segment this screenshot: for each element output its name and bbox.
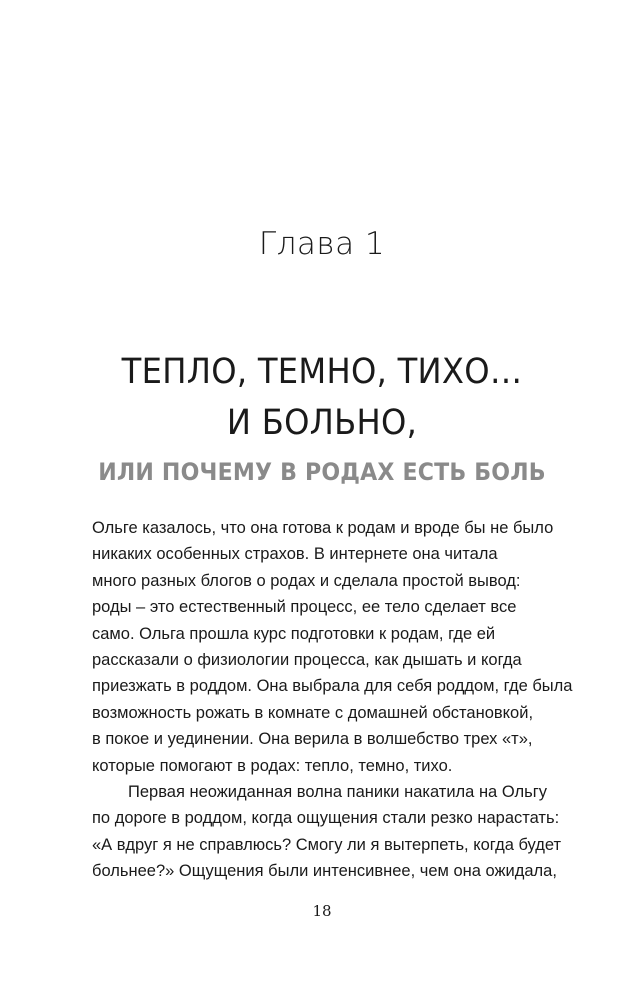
body-line: которые помогают в родах: тепло, темно, тихо.	[92, 756, 453, 775]
body-text	[92, 515, 573, 885]
body-line: приезжать в роддом. Она выбрала для себя роддом, где была	[92, 677, 573, 696]
body-line: Ольге казалось, что она готова к родам и вроде бы не было	[92, 519, 554, 537]
body-line: по дороге в роддом, когда ощущения стали резко нарастать:	[92, 809, 560, 828]
chapter-label: Глава 1	[258, 226, 386, 262]
chapter-subtitle: ИЛИ ПОЧЕМУ В РОДАХ ЕСТЬ БОЛЬ	[98, 458, 546, 486]
chapter-title-line-1: ТЕПЛО, ТЕМНО, ТИХО…	[121, 352, 523, 392]
body-line: роды – это естественный процесс, ее тело сделает все	[92, 598, 517, 617]
body-line: больнее?» Ощущения были интенсивнее, чем она ожидала,	[92, 862, 557, 881]
body-line: никаких особенных страхов. В интернете она читала	[92, 545, 498, 564]
body-line: много разных блогов о родах и сделала простой вывод:	[92, 571, 521, 590]
body-line: Первая неожиданная волна паники накатила на Ольгу	[128, 783, 547, 802]
body-line: возможность рожать в комнате с домашней обстановкой,	[92, 703, 534, 722]
body-line: в покое и уединении. Она верила в волшебство трех «т»,	[92, 730, 533, 749]
body-line: само. Ольга прошла курс подготовки к родам, где ей	[92, 624, 496, 643]
body-line: рассказали о физиологии процесса, как дышать и когда	[92, 651, 522, 670]
chapter-title-line-2: И БОЛЬНО,	[226, 403, 418, 443]
body-line: «А вдруг я не справлюсь? Смогу ли я вытерпеть, когда будет	[92, 835, 562, 854]
page-number: 18	[312, 902, 332, 920]
